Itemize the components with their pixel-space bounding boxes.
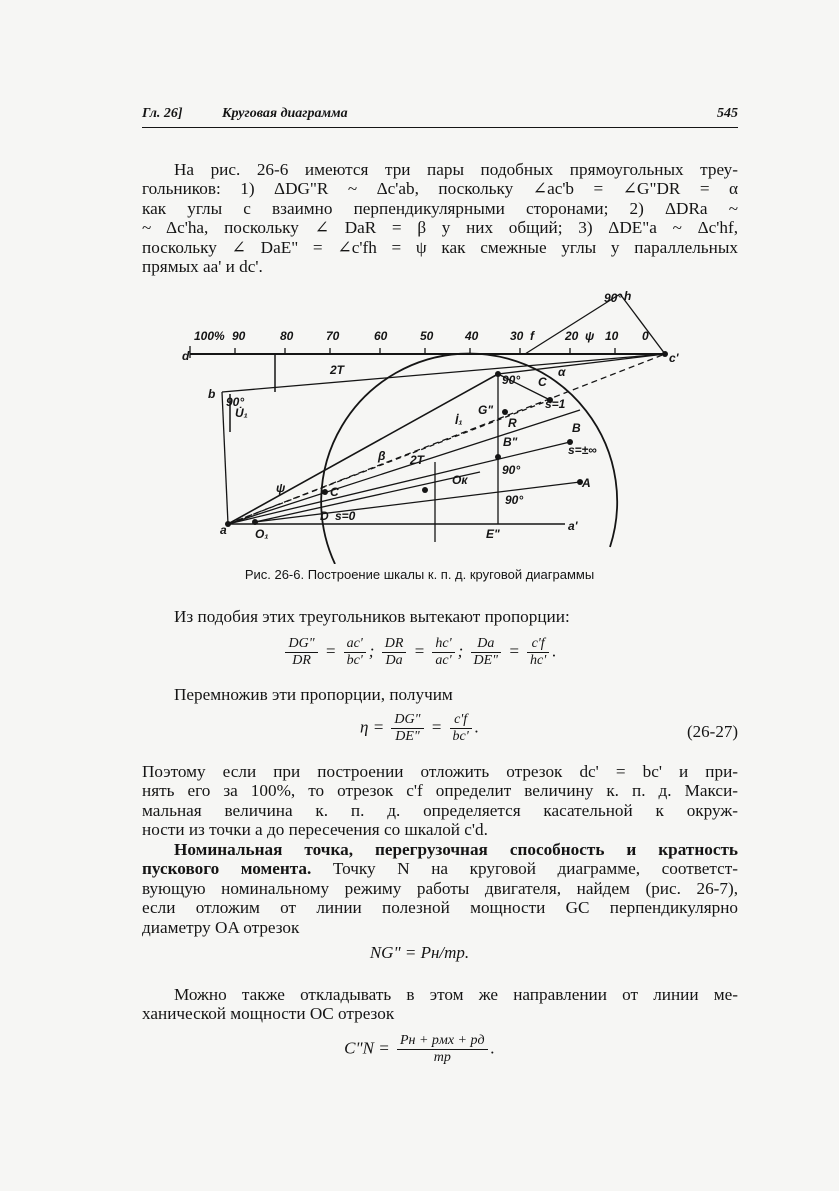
fraction: $\frac{DG"}{DE"}$ (391, 712, 423, 745)
voltage-line (222, 392, 228, 524)
paragraph-mechanical (142, 985, 738, 1024)
h-c-line (620, 294, 665, 354)
text-line: Перемножив эти пропорции, получим (174, 685, 453, 704)
label-b: b (208, 387, 216, 401)
label-a: a (220, 523, 227, 537)
label-c-prime: c' (669, 351, 679, 365)
text-line: мальная величина к. п. д. определяется касательной к окруж- (142, 800, 738, 820)
label-90-mid: 90° (502, 463, 521, 477)
fraction: $\frac{ac'}{bc'}$ (344, 636, 366, 669)
text-line: На рис. 26-6 имеются три пары подобных прямоугольных треу- (174, 160, 738, 179)
text-line: ханической мощности OC отрезок (142, 1004, 395, 1024)
label-d: d (182, 349, 190, 363)
fraction: $\frac{DR}{Da}$ (382, 636, 407, 669)
label-s-inf: s=±∞ (568, 443, 597, 457)
label-90-g: 90° (502, 373, 521, 387)
label-s-zero: s=0 (335, 509, 356, 523)
label-d-low: D (320, 509, 329, 523)
fraction: $\frac{DG"}{DR}$ (285, 636, 317, 669)
point-labels (182, 289, 680, 541)
label-h: h (624, 289, 632, 303)
label-u1: U̇₁ (235, 406, 248, 420)
scale-label: 20 (565, 329, 579, 343)
header-rule (142, 127, 738, 128)
equation-efficiency: η = $\frac{DG"}{DE"}$ = $\frac{c'f}{bc'}$ . (26-27) (360, 712, 738, 744)
label-o-k: Oк (452, 473, 468, 487)
text-line: нять его за 100%, то отрезок c'f определит величину к. п. д. Макси- (142, 781, 738, 801)
running-title: Круговая диаграмма (222, 106, 348, 121)
label-g: G" (478, 403, 494, 417)
label-2t-mid: 2T (410, 453, 425, 467)
scale-label: 40 (465, 329, 479, 343)
scale-label: 60 (374, 329, 388, 343)
label-e: E" (486, 527, 500, 541)
text-line: вующую номинальному режиму работы двигателя, найдем (рис. 26-7), (142, 878, 738, 898)
equation-number: (26-27) (687, 722, 738, 741)
paragraph-max-efficiency (142, 762, 738, 840)
scale-label: f (530, 329, 534, 343)
label-90-top: 90° (604, 291, 623, 305)
scale-label: 100% (194, 329, 225, 343)
label-90-b: 90° (226, 395, 245, 409)
label-90-low: 90° (505, 493, 524, 507)
text-line: ~ Δc'ha, поскольку ∠ DaR = β у них общий; 3) ΔDE"a ~ Δc'hf, (142, 218, 738, 238)
scale-label: ψ (585, 329, 595, 343)
text-line: как углы с взаимно перпендикулярными сторонами; 2) ΔDRa ~ (142, 198, 738, 218)
text-line: ности из точки a до пересечения со шкалой c'd. (142, 820, 488, 840)
figure-caption: Рис. 26-6. Построение шкалы к. п. д. круговой диаграммы (244, 567, 595, 582)
fraction: $\frac{c'f}{hc'}$ (527, 636, 549, 669)
paragraph-nominal-point (142, 840, 738, 937)
label-b-point: B (572, 421, 581, 435)
label-c-point: C (330, 485, 339, 499)
text-line: поскольку ∠ DaE" = ∠c'fh = ψ как смежные углы у параллельных (142, 237, 738, 257)
label-a-prime: a' (568, 519, 578, 533)
scale-label: 90 (232, 329, 246, 343)
label-2t-top: 2T (330, 363, 345, 377)
text-line: Можно также откладывать в этом же направлении от линии ме- (174, 985, 738, 1004)
bold-heading: Номинальная точка, перегрузочная способность и кратность (174, 840, 738, 859)
text-line: гольников: 1) ΔDG"R ~ Δc'ab, поскольку ∠ac'b = ∠G"DR = α (142, 179, 738, 199)
label-o1: O₁ (255, 527, 269, 541)
label-alpha: α (558, 365, 566, 379)
fraction: $\frac{\text{Pн + pмх + pд}}{mp}$ (397, 1033, 488, 1066)
text-line: диаметру OA отрезок (142, 917, 300, 937)
paragraph-proportions-intro (142, 607, 738, 626)
equation-mechanical: C"N = $\frac{\text{Pн + pмх + pд}}{mp}$ . (344, 1033, 495, 1065)
bold-heading: пускового момента. (142, 859, 312, 879)
fraction: $\frac{Da}{DE"}$ (471, 636, 502, 669)
equation-nominal: NG" = Pн/mp. (369, 943, 470, 962)
label-c-small: C (538, 375, 547, 389)
circle-diagram-figure (180, 282, 700, 564)
label-r: R (508, 416, 517, 430)
text-line: прямых aa' и dc'. (142, 257, 263, 277)
text-line: если отложим от линии полезной мощности GC перпендикулярно (142, 898, 738, 918)
text-line: Из подобия этих треугольников вытекают пропорции: (174, 607, 570, 626)
label-a-point: A (582, 476, 591, 490)
label-b-double: B" (503, 435, 518, 449)
scale-label: 0 (642, 329, 649, 343)
scale-label: 50 (420, 329, 434, 343)
text-line: пускового момента. Точку N на круговой диаграмме, соответст- (142, 859, 738, 879)
label-beta: β (378, 449, 386, 463)
fraction: $\frac{c'f}{bc'}$ (450, 712, 472, 745)
page-number: 545 (717, 106, 738, 121)
scale-label: 10 (605, 329, 619, 343)
text-line: Поэтому если при построении отложить отрезок dc' = bc' и при- (142, 762, 738, 781)
diameter-line (255, 482, 580, 522)
scale-ticks (190, 346, 615, 358)
label-s-one: s=1 (545, 397, 566, 411)
paragraph-multiply (142, 685, 738, 704)
fraction: $\frac{hc'}{ac'}$ (432, 636, 454, 669)
b-c-line (222, 354, 665, 392)
label-psi: ψ (276, 481, 286, 495)
scale-label: 30 (510, 329, 524, 343)
text-line (142, 840, 738, 859)
scale-label: 80 (280, 329, 294, 343)
label-i1: İ₁ (455, 413, 463, 427)
paragraph-similar-triangles (142, 160, 738, 276)
scale-label: 70 (326, 329, 340, 343)
chapter-ref: Гл. 26] (142, 106, 183, 121)
equation-proportions: $\frac{DG"}{DR}$ = $\frac{ac'}{bc'}$ ; $\frac{DR}{Da}$ = $\frac{hc'}{ac'}$ ; $\frac{Da}{DE"}$ = $\frac{c'f}{hc'}$ . (0, 636, 839, 669)
scale-labels (194, 329, 649, 343)
